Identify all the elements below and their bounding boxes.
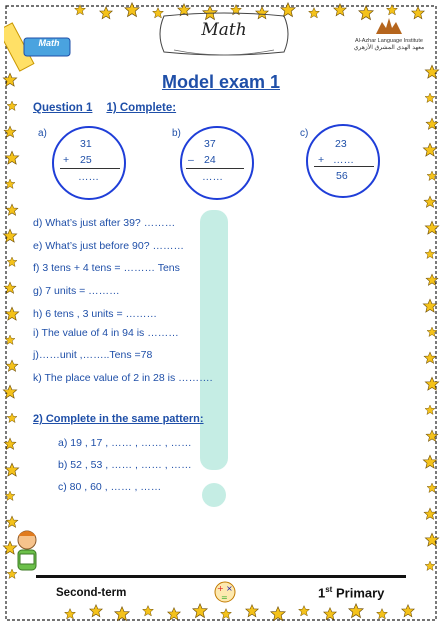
question-item-g: g) 7 units = ……… (33, 285, 120, 297)
border-star (5, 463, 19, 476)
border-star (271, 607, 285, 621)
border-star (334, 4, 347, 16)
border-star (377, 609, 388, 619)
sum-b-label: b) (172, 128, 181, 139)
border-star (5, 307, 19, 320)
question1-instruction: 1) Complete: (106, 102, 177, 114)
exam-title: Model exam 1 (161, 72, 281, 92)
watermark-logo (190, 190, 240, 520)
border-star (423, 299, 437, 312)
border-star (425, 93, 435, 102)
border-star (349, 604, 363, 618)
sum-a-rule (60, 168, 120, 169)
border-star (359, 6, 373, 20)
question-item-i: i) The value of 4 in 94 is ……… (33, 327, 179, 339)
border-star (193, 604, 207, 618)
border-star (3, 229, 17, 242)
sum-c-op: + (318, 154, 325, 166)
math-symbols-icon (212, 580, 238, 604)
border-star (168, 608, 181, 620)
border-star (143, 606, 154, 616)
border-star (65, 609, 76, 619)
sum-c-result: 56 (336, 170, 348, 182)
question-item-e: e) What’s just before 90? ……… (33, 240, 184, 252)
sum-c-rule (314, 166, 374, 167)
sum-c-label: c) (300, 128, 309, 139)
border-star (221, 609, 232, 619)
border-star (423, 455, 437, 468)
sum-c-top: 23 (335, 138, 347, 150)
footer-term: Second-term (56, 587, 127, 599)
border-star (115, 607, 129, 621)
border-star (309, 8, 320, 18)
student-illustration (10, 528, 44, 576)
pattern-item-a: a) 19 , 17 , …… , …… , …… (58, 437, 192, 449)
border-star (425, 377, 439, 390)
grade-word: Primary (335, 585, 385, 601)
grade-suffix: st (325, 585, 333, 594)
sum-c-bottom: …… (333, 154, 354, 166)
border-star (6, 204, 18, 215)
question-item-d: d) What’s just after 39? ……… (33, 217, 176, 229)
border-star (412, 7, 425, 19)
school-logo (346, 22, 432, 51)
question-item-j: j)……unit ,……..Tens =78 (33, 349, 153, 361)
corner-badge-label: Math (38, 38, 60, 48)
border-star (6, 516, 18, 527)
question2-heading: 2) Complete in the same pattern: (33, 413, 204, 425)
border-star (423, 143, 437, 156)
border-star (3, 385, 17, 398)
question-item-k: k) The place value of 2 in 28 is ………. (33, 372, 213, 384)
svg-text:=: = (221, 593, 228, 602)
question1-heading (33, 102, 176, 114)
border-star (425, 249, 435, 258)
subject-title: Math (201, 20, 247, 40)
subject-banner (154, 12, 294, 56)
svg-text:+: + (217, 584, 224, 593)
border-star (424, 196, 436, 207)
border-star (424, 508, 436, 519)
border-star (7, 101, 17, 110)
sum-b-op: – (188, 154, 194, 166)
svg-text:×: × (226, 584, 233, 593)
border-star (90, 605, 103, 617)
pattern-item-b: b) 52 , 53 , …… , …… , …… (58, 459, 192, 471)
question1-label: Question 1 (33, 102, 93, 114)
school-emblem-icon (374, 16, 404, 36)
sum-b-bottom: 24 (204, 154, 216, 166)
border-star (246, 605, 259, 617)
sum-a-top: 31 (80, 138, 92, 150)
school-name-ar: معهد الهدى المشرق الأزهري (353, 45, 425, 51)
sum-a-op: + (63, 154, 70, 166)
border-star (6, 360, 18, 371)
border-star (299, 606, 310, 616)
question-item-h: h) 6 tens , 3 units = ……… (33, 308, 158, 320)
sum-a-bottom: 25 (80, 154, 92, 166)
border-star (425, 405, 435, 414)
question-item-f: f) 3 tens + 4 tens = ……… Tens (33, 262, 180, 274)
sum-b-rule (186, 168, 244, 169)
sum-a-result: …… (78, 171, 99, 183)
border-star (7, 257, 17, 266)
border-star (5, 151, 19, 164)
sum-b-result: …… (202, 171, 223, 183)
sum-b-top: 37 (204, 138, 216, 150)
border-star (425, 533, 439, 546)
pattern-item-c: c) 80 , 60 , …… , …… (58, 481, 162, 493)
border-star (425, 221, 439, 234)
sum-a-label: a) (38, 128, 47, 139)
footer-rule (36, 575, 406, 578)
border-star (100, 7, 113, 19)
school-name-en: Al-Azhar Language Institute (355, 38, 423, 44)
border-star (7, 413, 17, 422)
border-star (424, 352, 436, 363)
grade-number: 1 (318, 585, 326, 601)
border-star (324, 608, 337, 620)
border-star (125, 3, 139, 17)
border-star (425, 561, 435, 570)
footer-grade (318, 585, 384, 600)
border-star (402, 605, 415, 617)
